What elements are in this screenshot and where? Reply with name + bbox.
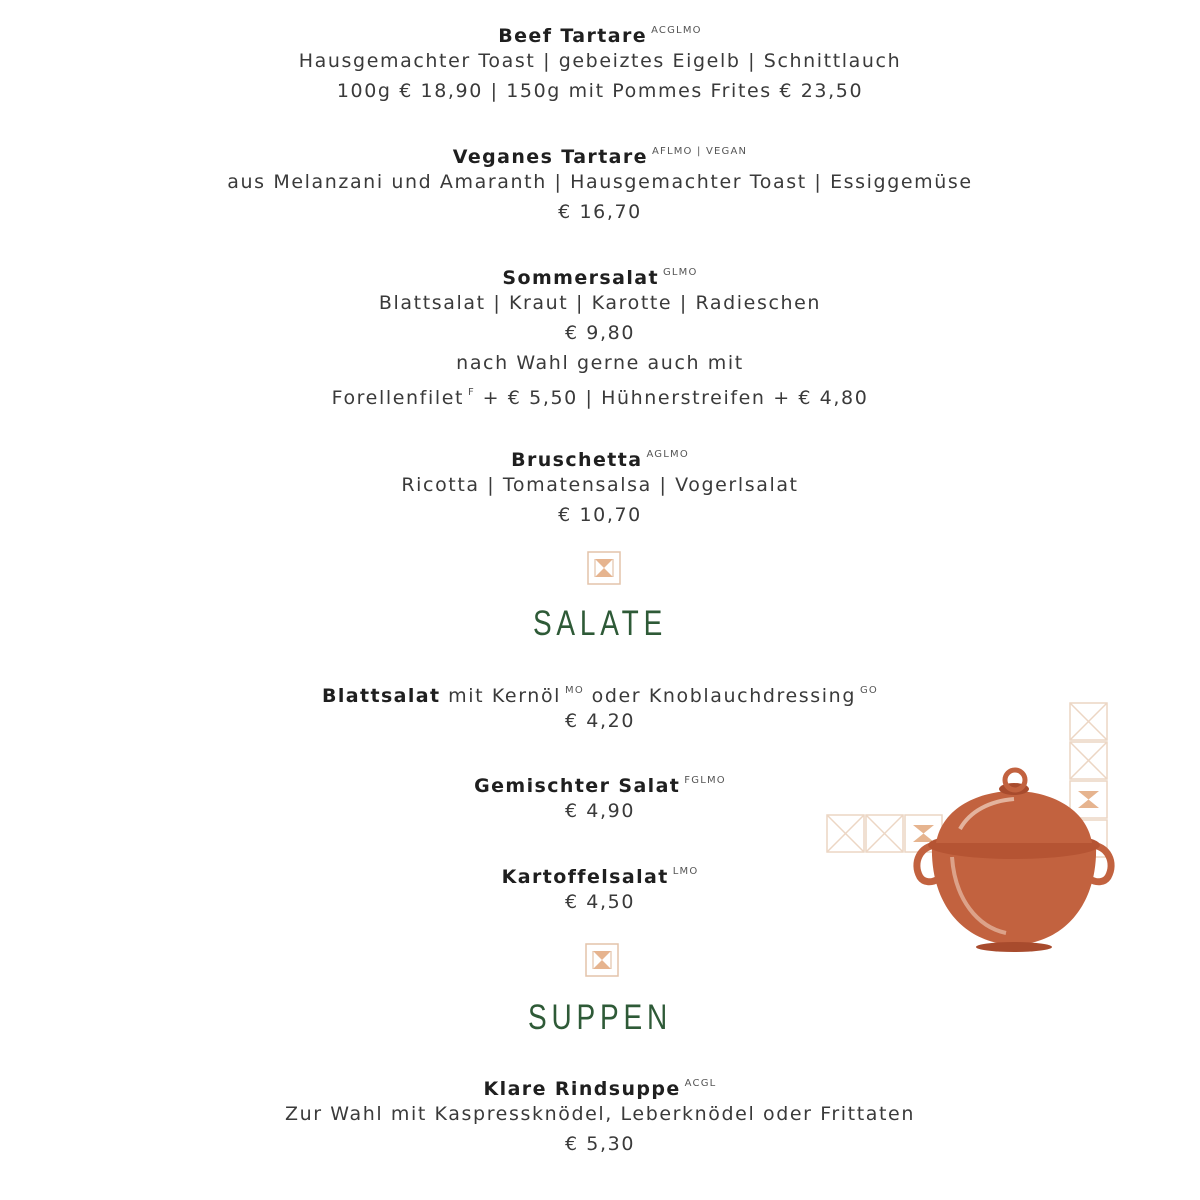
extra-prices: + € 5,50 | Hühnerstreifen + € 4,80	[482, 387, 869, 409]
hourglass-ornament-icon	[587, 551, 621, 585]
dish-klare-rindsuppe	[0, 1069, 1200, 1159]
dish-name: Veganes Tartare	[452, 146, 648, 168]
dish-veganes-tartare	[0, 137, 1200, 227]
dish-extras	[0, 378, 1200, 408]
allergen-codes: LMO	[672, 866, 699, 877]
dish-name: Sommersalat	[502, 267, 659, 289]
allergen-codes: ACGL	[684, 1078, 717, 1089]
allergen-codes: GLMO	[662, 267, 698, 278]
dish-option-knoblauch: oder Knoblauchdressing	[591, 685, 856, 707]
cooking-pot-illustration	[820, 695, 1120, 960]
dish-name: Kartoffelsalat	[501, 866, 669, 888]
dish-price: € 4,20	[564, 710, 636, 732]
allergen-codes: FGLMO	[684, 775, 726, 786]
allergen-codes: GO	[859, 685, 879, 696]
dish-price: € 4,90	[564, 800, 636, 822]
dish-description: Ricotta | Tomatensalsa | Vogerlsalat	[401, 474, 799, 496]
dish-price: 100g € 18,90 | 150g mit Pommes Frites € 23,50	[336, 80, 864, 102]
allergen-codes: F	[468, 387, 475, 398]
dish-sommersalat	[0, 258, 1200, 408]
dish-extra-intro: nach Wahl gerne auch mit	[456, 352, 744, 374]
dish-name: Gemischter Salat	[474, 775, 681, 797]
dish-name: Blattsalat	[321, 685, 441, 707]
dish-description: Blattsalat | Kraut | Karotte | Radieschen	[378, 292, 822, 314]
dish-description: aus Melanzani und Amaranth | Hausgemachter Toast | Essiggemüse	[227, 171, 973, 193]
dish-name: Bruschetta	[511, 449, 643, 471]
allergen-codes: AFLMO | VEGAN	[651, 146, 748, 157]
dish-price: € 4,50	[564, 891, 636, 913]
dish-option-kernoel: mit Kernöl	[448, 685, 562, 707]
dish-description: Zur Wahl mit Kaspressknödel, Leberknödel oder Frittaten	[285, 1103, 915, 1125]
dish-beef-tartare	[0, 16, 1200, 106]
dish-bruschetta	[0, 440, 1200, 530]
section-title-suppen: SUPPEN	[528, 998, 672, 1037]
dish-price: € 10,70	[558, 504, 642, 526]
section-title-salate: SALATE	[532, 604, 668, 643]
allergen-codes: ACGLMO	[651, 25, 702, 36]
dish-name: Klare Rindsuppe	[483, 1078, 681, 1100]
allergen-codes: MO	[565, 685, 584, 696]
hourglass-ornament-icon	[585, 943, 619, 977]
dish-description: Hausgemachter Toast | gebeiztes Eigelb | Schnittlauch	[298, 50, 902, 72]
dish-price: € 5,30	[564, 1133, 636, 1155]
dish-price: € 9,80	[564, 322, 636, 344]
allergen-codes: AGLMO	[646, 449, 689, 460]
dish-name: Beef Tartare	[498, 25, 648, 47]
dish-price: € 16,70	[558, 201, 642, 223]
extra-forellenfilet: Forellenfilet	[331, 387, 465, 409]
